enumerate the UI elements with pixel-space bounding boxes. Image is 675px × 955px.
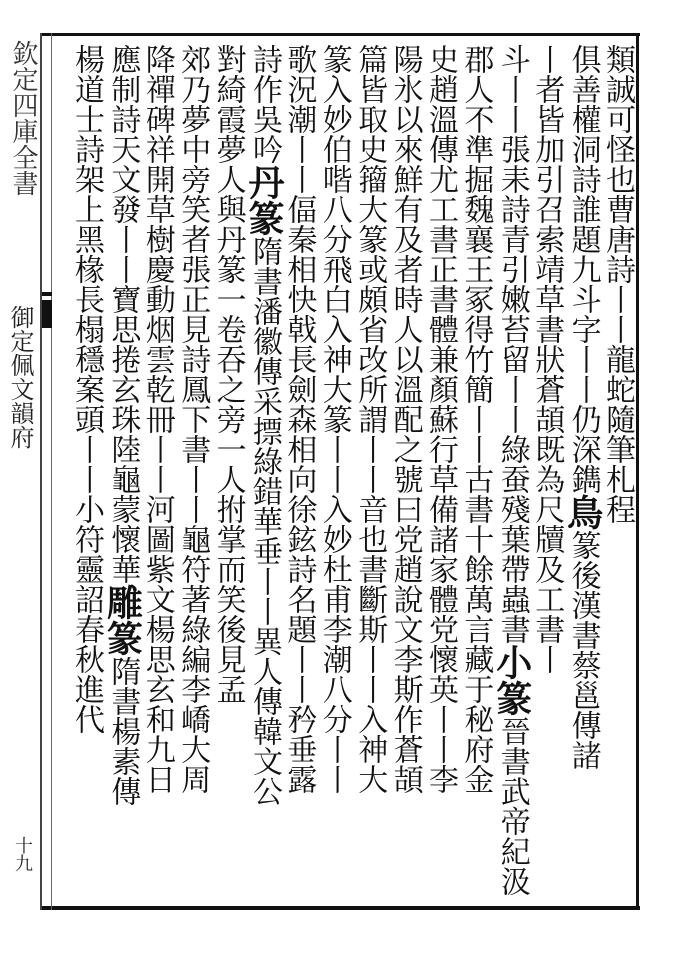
text-run: 陽氷以來鮮有及者時人以溫配之號曰党趙說文李斯作蒼頡 [387, 44, 423, 794]
text-column [527, 44, 565, 674]
text-run: 夢人與丹篆一卷吞之旁一人拊掌而笑後見孟 [210, 134, 246, 704]
text-column [209, 44, 247, 704]
text-column [421, 44, 459, 794]
text-run: 俱善權洞詩誰題九斗字丨丨仍深鐫 [565, 44, 601, 494]
text-run: 詔春秋進代 [69, 584, 104, 734]
text-run: 篆 [565, 530, 601, 560]
text-column [67, 44, 105, 734]
text-run: 後漢書蔡邕傳諸 [565, 560, 601, 770]
text-column [563, 44, 603, 770]
frame-right-border [636, 33, 639, 910]
text-run: 篆入妙伯喈八分飛白入神大篆丨丨入妙杜甫李潮八分丨丨 [316, 44, 352, 794]
frame-top-border [42, 33, 640, 36]
text-run: 郡人不準掘魏襄王冢得竹簡丨丨古書十餘萬言藏于秘府金 [458, 44, 494, 794]
text-run: 應制詩天文發丨丨寶思捲玄珠陸龜蒙懷華 [105, 44, 141, 584]
fish-tail-mark-top [42, 292, 52, 296]
text-run: 降禪碑祥開草樹慶動烟雲乾冊丨丨河圖紫文楊思玄和九日 [139, 44, 175, 794]
text-run: 歌況潮丨丨偪秦相快戟長劍森相向徐鉉詩名題丨丨矜垂露 [281, 44, 317, 794]
text-run: 丹篆 [243, 164, 285, 236]
text-column [492, 44, 532, 896]
text-column [598, 44, 636, 524]
text-run: 對綺霞 [210, 44, 246, 134]
text-column [279, 44, 317, 794]
text-run: 鳥 [561, 494, 604, 530]
text-column [315, 44, 353, 794]
text-column [350, 44, 388, 794]
text-run: 小篆 [490, 644, 533, 716]
frame-bottom-border [42, 906, 640, 910]
text-run: 隋書潘徽傳采摽綠錯華垂丨丨異人傳韓文公 [247, 236, 282, 806]
text-column [102, 44, 142, 806]
text-run: 隋書楊素傳 [105, 656, 141, 806]
text-column [173, 44, 211, 794]
text-run: 楊道士詩架上黑椽長榻穩案頭丨丨小符靈 [69, 44, 104, 584]
text-run: 史趙溫傳尤工書正書體兼顏蘇行草備諸家體党懷英丨丨李 [423, 44, 458, 794]
text-run: 斗丨丨張耒詩青引嫩苔留丨丨綠蚕殘葉帶蟲書 [494, 44, 530, 644]
text-column [138, 44, 176, 794]
margin-collection-title: 欽定四庫全書 [8, 40, 38, 196]
text-run: 晉書武帝紀汲 [494, 716, 530, 896]
margin-book-title: 御定佩文韻府 [6, 305, 34, 449]
page-number: 十九 [12, 836, 33, 872]
text-run: 篇皆取史籀大篆或頗省改所謂丨丨音也書斷斯丨丨入神大 [352, 44, 388, 794]
text-column [456, 44, 494, 794]
text-run: 雕篆 [101, 584, 144, 656]
text-run: 為尺牘及工書丨 [529, 464, 565, 674]
gutter-line [51, 33, 52, 910]
fish-tail-mark [42, 300, 52, 328]
text-column [386, 44, 424, 794]
text-column [244, 44, 284, 806]
text-run: 郊乃夢中旁笑者張正見詩鳳下書丨丨龜符著綠編李嶠大周 [175, 44, 211, 794]
frame-left-border [40, 33, 42, 910]
text-run: 類誠可怪也曹唐詩丨丨龍蛇隨筆札程 [600, 44, 635, 524]
text-run: 詩作吳吟 [247, 44, 282, 164]
text-run: 丨者皆加引召索靖草書狀蒼頡既 [529, 44, 565, 464]
